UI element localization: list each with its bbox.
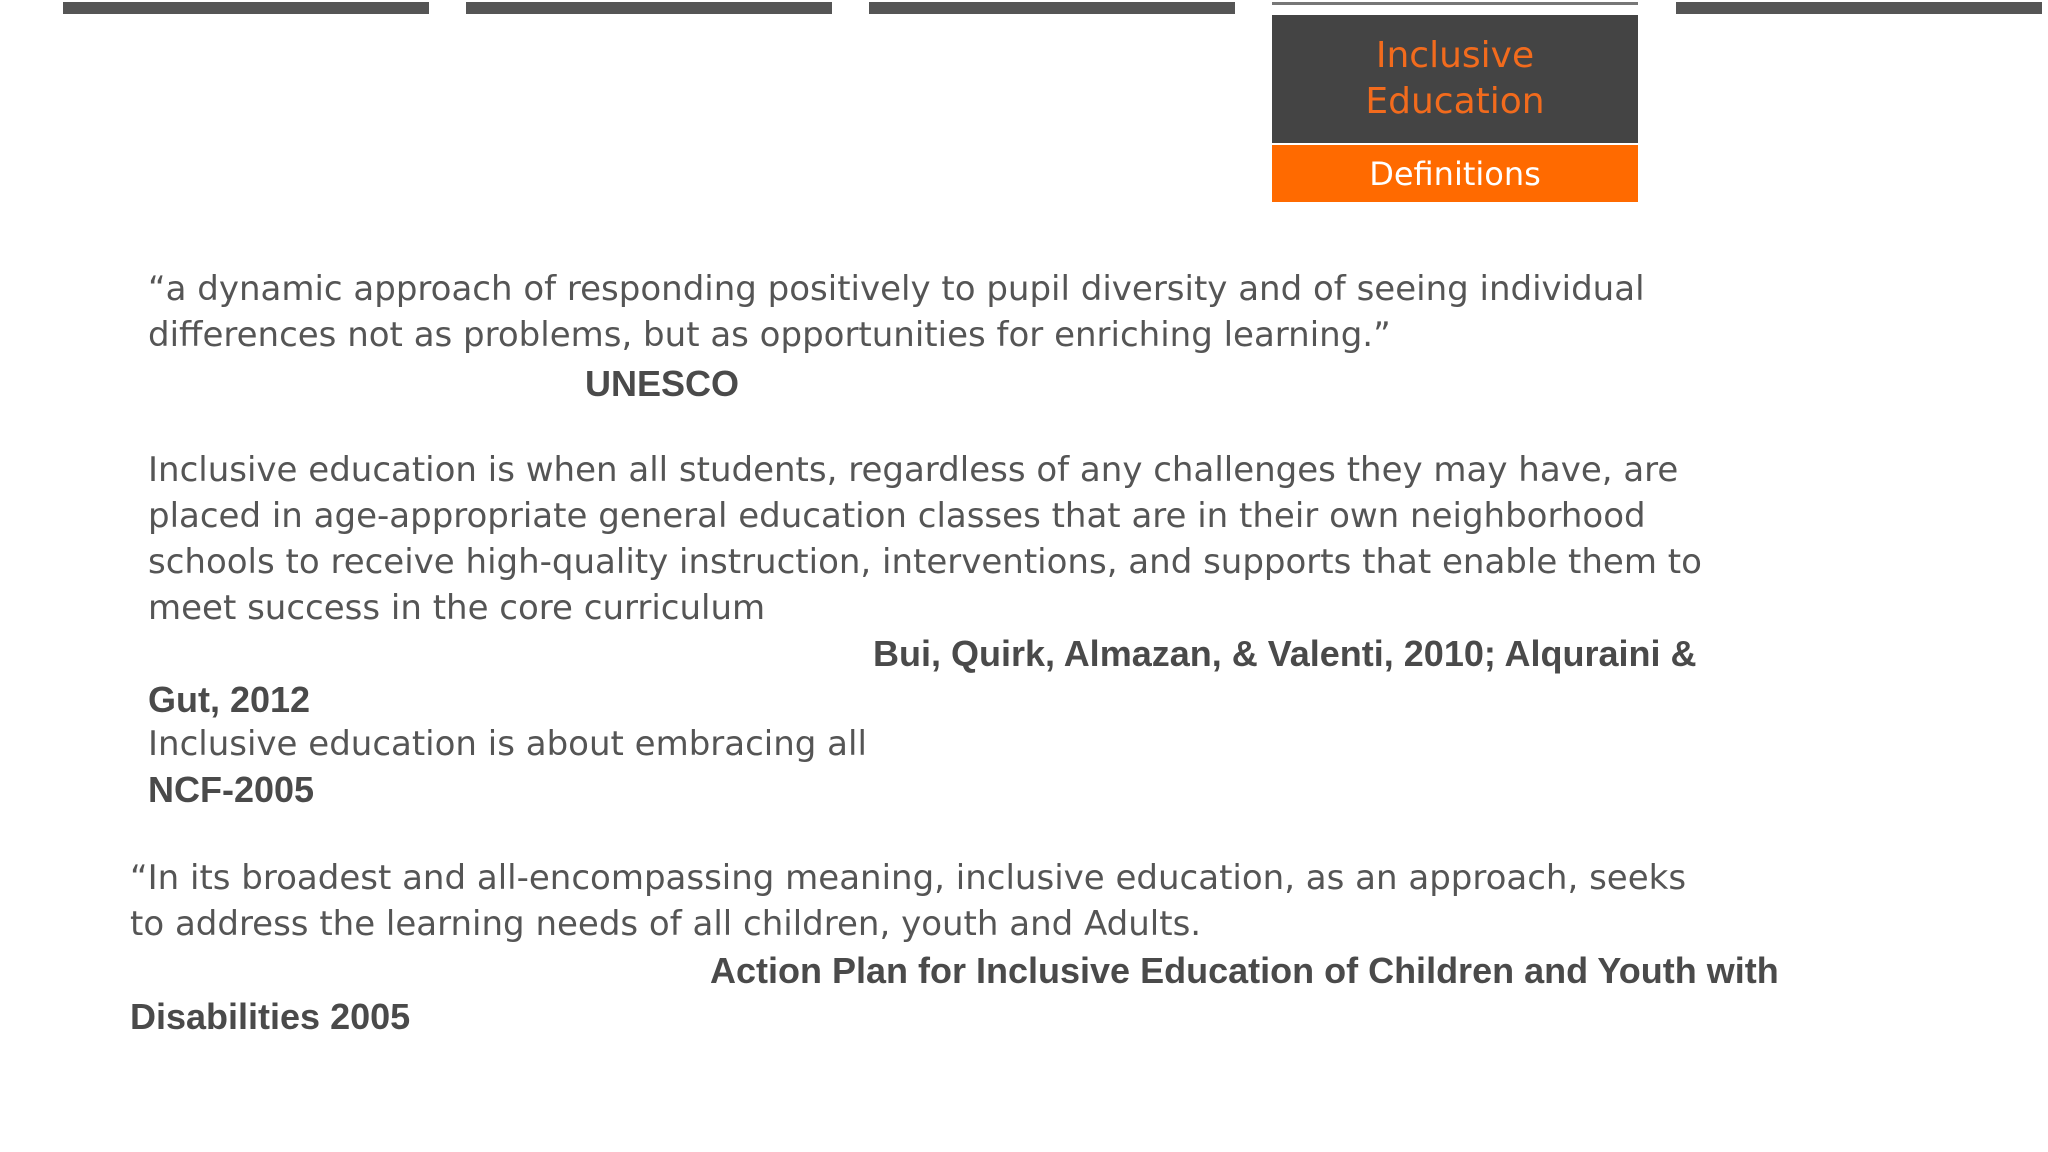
definition-ncf-text (148, 721, 867, 767)
text-line: meet success in the core curriculum (148, 588, 766, 628)
citation-line: NCF-2005 (148, 769, 315, 810)
citation-action-plan (130, 948, 1779, 1040)
definition-action-plan-text (130, 855, 1686, 947)
text-line: placed in age-appropriate general education classes that are in their own neighborhood (148, 496, 1646, 536)
definition-bui-text (148, 447, 1702, 631)
citation-unesco (585, 361, 739, 407)
citation-line: Disabilities 2005 (130, 996, 411, 1037)
text-line: “In its broadest and all-encompassing meaning, inclusive education, as an approach, seeks (130, 858, 1687, 898)
text-line: to address the learning needs of all children, youth and Adults. (130, 904, 1202, 944)
text-line: differences not as problems, but as opportunities for enriching learning.” (148, 315, 1391, 355)
citation-ncf (148, 767, 314, 813)
section-title-line1: Inclusive (1375, 35, 1535, 76)
text-line: Inclusive education is about embracing all (148, 724, 867, 764)
text-line: schools to receive high-quality instruction, interventions, and supports that enable them to (148, 542, 1702, 582)
text-line: “a dynamic approach of responding positively to pupil diversity and of seeing individual (148, 269, 1645, 309)
section-title-line2: Education (1365, 81, 1545, 122)
citation-bui (148, 631, 1697, 723)
definition-unesco-text (148, 266, 1645, 358)
citation-line: Action Plan for Inclusive Education of Children and Youth with (710, 950, 1779, 991)
citation-line: UNESCO (585, 363, 740, 404)
section-subtitle: Definitions (1272, 145, 1638, 202)
citation-line: Bui, Quirk, Almazan, & Valenti, 2010; Alquraini & (873, 633, 1697, 674)
text-line: Inclusive education is when all students, regardless of any challenges they may have, are (148, 450, 1679, 490)
citation-line: Gut, 2012 (148, 679, 311, 720)
